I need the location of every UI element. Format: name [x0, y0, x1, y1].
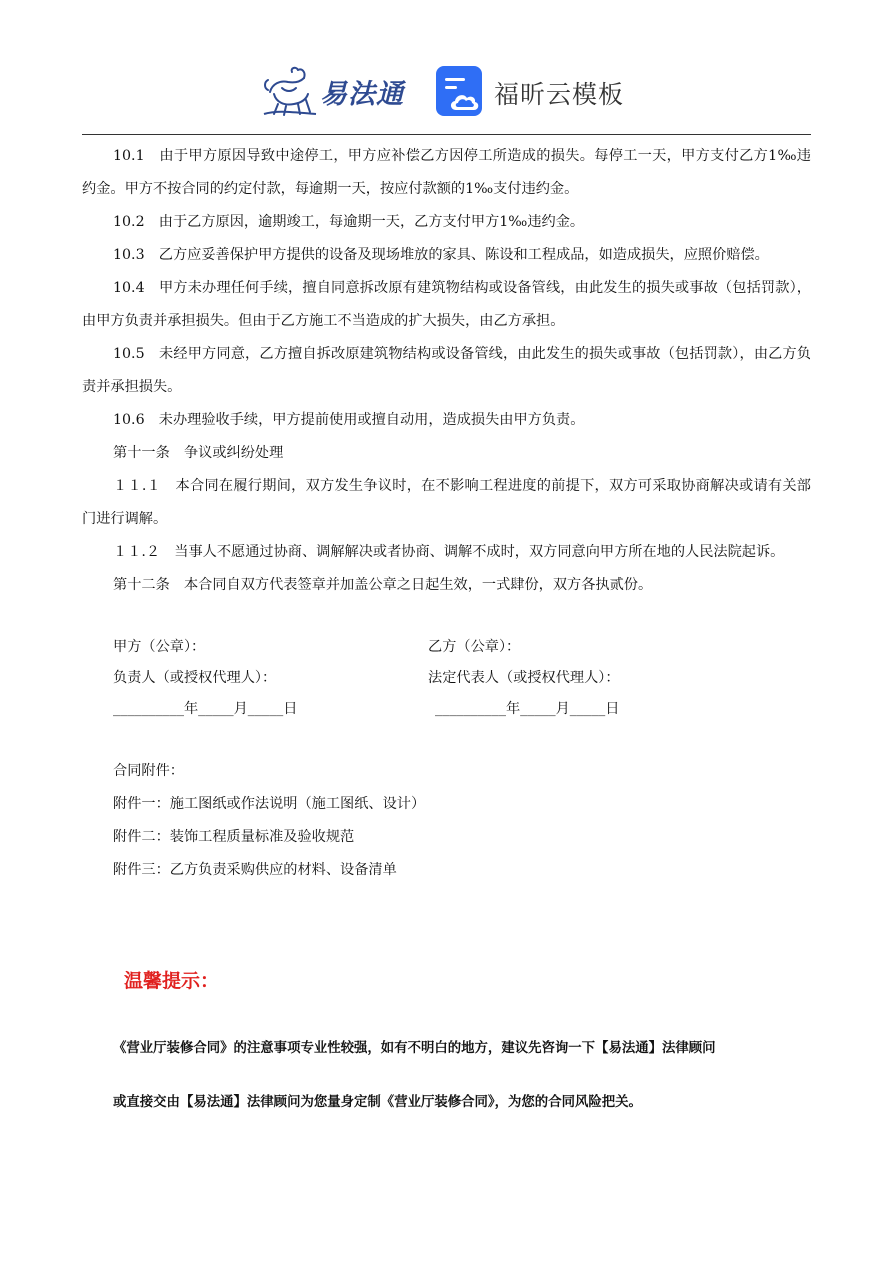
clause-10-4: 10.4 甲方未办理任何手续，擅自同意拆改原有建筑物结构或设备管线，由此发生的损失或事故（包括罚款），由甲方负责并承担损失。但由于乙方施工不当造成的扩大损失，由乙方承担。	[82, 280, 811, 329]
clause-11-1: １１.１ 本合同在履行期间，双方发生争议时，在不影响工程进度的前提下，双方可采取协商解决或请有关部门进行调解。	[82, 478, 811, 527]
cloud-document-icon	[436, 66, 486, 116]
header-divider	[82, 134, 811, 135]
tip-line: 《营业厅装修合同》的注意事项专业性较强，如有不明白的地方，建议先咨询一下【易法通】法律顾问	[113, 1041, 716, 1056]
spacer	[82, 602, 811, 632]
party-b-date-line: __________年_____月_____日	[435, 701, 620, 717]
attachment-item: 附件一：施工图纸或作法说明（施工图纸、设计）	[113, 796, 426, 812]
party-a-date-line: __________年_____月_____日	[113, 701, 298, 717]
yifatong-logo	[262, 62, 418, 118]
qilin-icon	[262, 62, 320, 118]
clause-10-1: 10.1 由于甲方原因导致中途停工，甲方应补偿乙方因停工所造成的损失。每停工一天，甲方支付乙方1‰违约金。甲方不按合同的约定付款，每逾期一天，按应付款额的1‰支付违约金。	[82, 148, 811, 197]
article-11-heading: 第十一条 争议或纠纷处理	[113, 445, 284, 461]
attachments-heading: 合同附件：	[113, 763, 184, 779]
page-header	[0, 58, 893, 124]
party-a-seal-label: 甲方（公章）：	[113, 639, 206, 655]
tip-line: 或直接交由【易法通】法律顾问为您量身定制《营业厅装修合同》，为您的合同风险把关。	[113, 1095, 642, 1110]
foxit-cloud-template-logo	[436, 66, 636, 116]
foxit-cloud-template-logo-text: 福昕云模板	[494, 80, 625, 109]
clause-10-5: 10.5 未经甲方同意，乙方擅自拆改原建筑物结构或设备管线，由此发生的损失或事故（包括罚款），由乙方负责并承担损失。	[82, 346, 811, 395]
tip-title: 温馨提示：	[124, 970, 220, 992]
attachments-list	[82, 755, 811, 887]
attachment-item: 附件三：乙方负责采购供应的材料、设备清单	[113, 862, 397, 878]
article-12: 第十二条 本合同自双方代表签章并加盖公章之日起生效，一式肆份，双方各执贰份。	[113, 577, 653, 593]
tip-body	[113, 1022, 813, 1130]
party-b-representative-label: 法定代表人（或授权代理人）：	[428, 670, 620, 686]
party-b-seal-label: 乙方（公章）：	[428, 639, 521, 655]
spacer	[82, 725, 811, 755]
clause-10-2: 10.2 由于乙方原因，逾期竣工，每逾期一天，乙方支付甲方1‰违约金。	[113, 214, 585, 230]
clause-11-2: １１.２ 当事人不愿通过协商、调解解决或者协商、调解不成时，双方同意向甲方所在地的人民法院起诉。	[113, 544, 785, 560]
clause-10-3: 10.3 乙方应妥善保护甲方提供的设备及现场堆放的家具、陈设和工程成品，如造成损失，应照价赔偿。	[113, 247, 769, 263]
party-a-representative-label: 负责人（或授权代理人）：	[113, 670, 277, 686]
date-row	[82, 694, 811, 725]
signature-block	[82, 632, 811, 725]
attachment-item: 附件二：装饰工程质量标准及验收规范	[113, 829, 355, 845]
seal-row	[82, 632, 811, 663]
representative-row	[82, 663, 811, 694]
clause-10-6: 10.6 未办理验收手续，甲方提前使用或擅自动用，造成损失由甲方负责。	[113, 412, 585, 428]
yifatong-logo-text: 易法通	[320, 79, 404, 110]
contract-body	[82, 140, 811, 887]
